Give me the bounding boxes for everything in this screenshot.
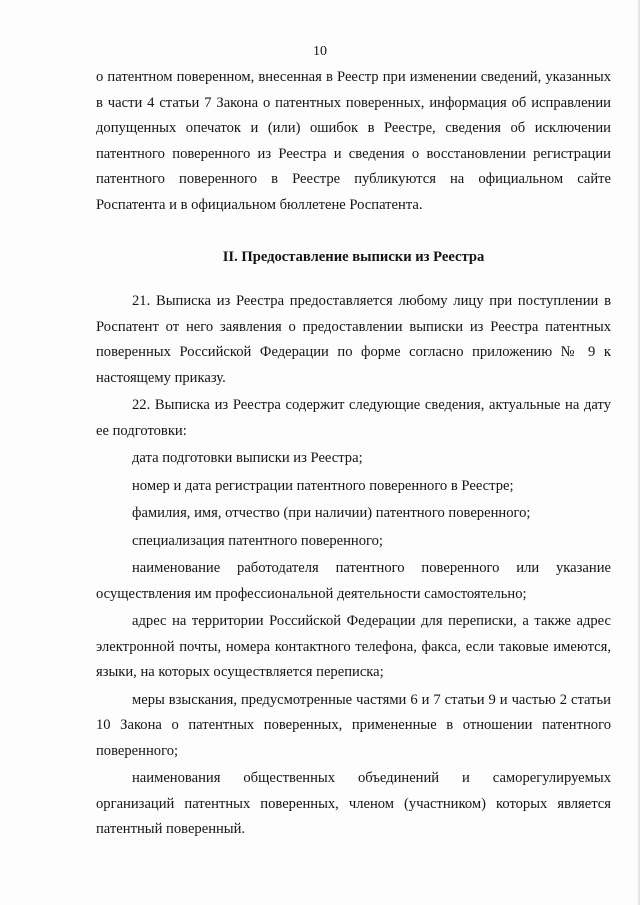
intro-paragraph: о патентном поверенном, внесенная в Реестр при изменении сведений, указанных в части 4 статьи 7 Закона о патентных поверенных, информация об исправлении допущенных опечаток и (или) ошибок в Реестре, сведения об исключении патентного поверенного из Реестра и сведения о восстановлении регистрации патентного поверенного в Реестре публикуются на официальном сайте Роспатента и в официальном бюллетене Роспатента. bbox=[96, 69, 611, 213]
body-text-block bbox=[96, 289, 611, 843]
list-item-employer: наименование работодателя патентного поверенного или указание осуществления им профессиональной деятельности самостоятельно; bbox=[96, 560, 611, 602]
list-item-registration: номер и дата регистрации патентного поверенного в Реестре; bbox=[132, 477, 514, 494]
list-item-full-name: фамилия, имя, отчество (при наличии) патентного поверенного; bbox=[132, 505, 531, 521]
list-item-penalties: меры взыскания, предусмотренные частями 6 и 7 статьи 9 и частью 2 статьи 10 Закона о патентных поверенных, примененные в отношении патентного поверенного; bbox=[96, 691, 611, 759]
paragraph-21: 21. Выписка из Реестра предоставляется любому лицу при поступлении в Роспатент от него заявления о предоставлении выписки из Реестра патентных поверенных Российской Федерации по форме согласно приложению № 9 к настоящему приказу. bbox=[96, 293, 611, 386]
list-item-associations: наименования общественных объединений и саморегулируемых организаций патентных поверенных, членом (участником) которых является патентный поверенный. bbox=[96, 770, 611, 837]
page-number: 10 bbox=[313, 44, 327, 59]
list-item-date: дата подготовки выписки из Реестра; bbox=[132, 450, 363, 466]
list-item-specialization: специализация патентного поверенного; bbox=[132, 532, 383, 549]
paragraph-22: 22. Выписка из Реестра содержит следующие сведения, актуальные на дату ее подготовки: bbox=[96, 397, 611, 439]
intro-paragraph-block bbox=[96, 65, 611, 218]
section-heading: II. Предоставление выписки из Реестра bbox=[222, 249, 485, 265]
list-item-contact-address: адрес на территории Российской Федерации для переписки, а также адрес электронной почты, номера контактного телефона, факса, если таковые имеются, языки, на которых осуществляется переписка; bbox=[96, 613, 611, 680]
